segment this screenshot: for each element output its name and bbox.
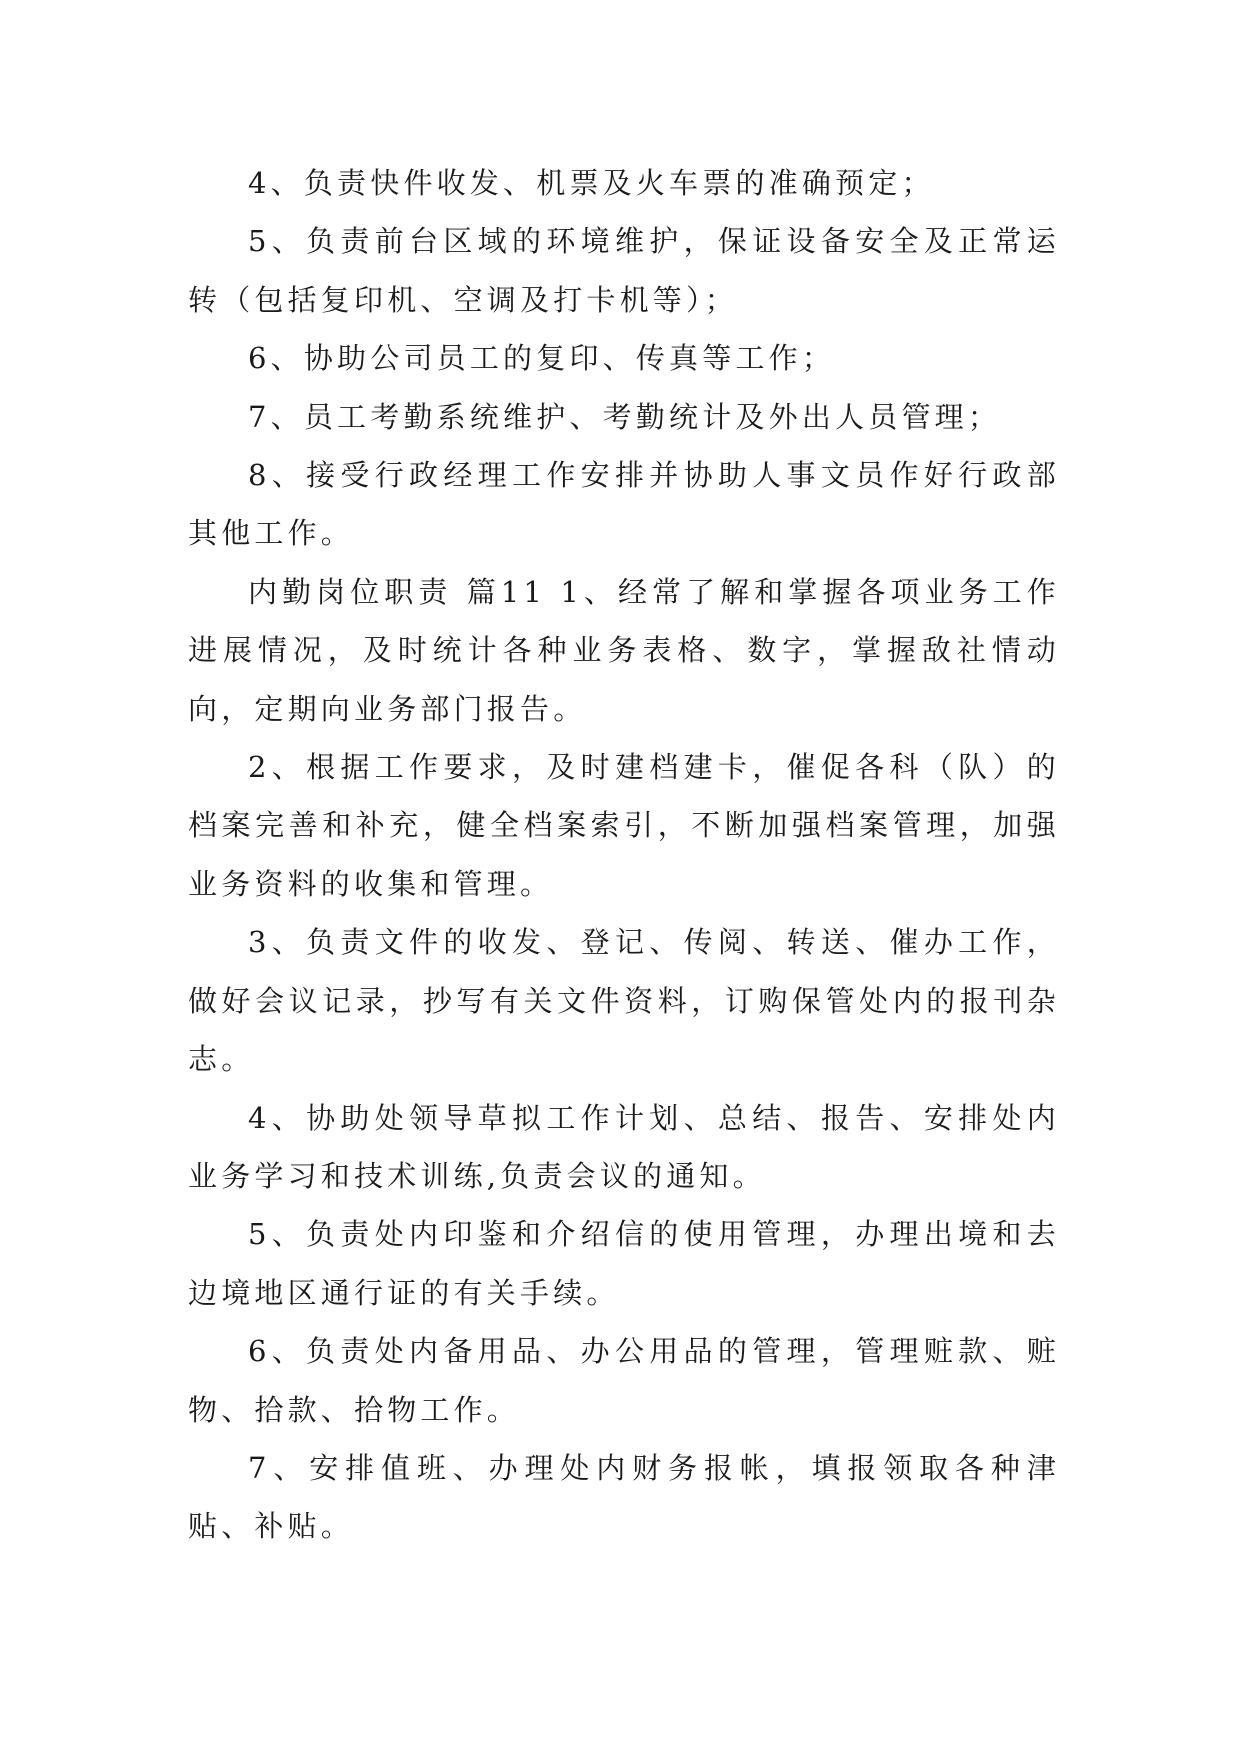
paragraph-front-desk-4: 4、负责快件收发、机票及火车票的准确预定； — [248, 166, 935, 200]
paragraph-section-11-item-6: 6、负责处内备用品、办公用品的管理，管理赃款、赃物、拾款、拾物工作。 — [188, 1334, 1060, 1427]
paragraph-front-desk-7: 7、员工考勤系统维护、考勤统计及外出人员管理； — [248, 399, 1002, 434]
paragraph-section-11-item-7: 7、安排值班、办理处内财务报帐，填报领取各种津贴、补贴。 — [188, 1450, 1060, 1544]
paragraph-section-11-item-4: 4、协助处领导草拟工作计划、总结、报告、安排处内业务学习和技术训练,负责会议的通知。 — [188, 1100, 1060, 1193]
document-body — [188, 154, 1060, 1556]
paragraph-front-desk-8: 8、接受行政经理工作安排并协助人事文员作好行政部其他工作。 — [188, 458, 1060, 551]
paragraph-section-11-item-5: 5、负责处内印鉴和介绍信的使用管理，办理出境和去边境地区通行证的有关手续。 — [188, 1217, 1060, 1310]
paragraph-front-desk-5: 5、负责前台区域的环境维护，保证设备安全及正常运转（包括复印机、空调及打卡机等）； — [188, 224, 1060, 317]
paragraph-front-desk-6: 6、协助公司员工的复印、传真等工作； — [248, 341, 836, 376]
paragraph-section-11-item-2: 2、根据工作要求，及时建档建卡，催促各科（队）的档案完善和补充，健全档案索引，不断加强档案管理，加强业务资料的收集和管理。 — [188, 750, 1060, 901]
paragraph-section-11-item-1: 内勤岗位职责 篇11 1、经常了解和掌握各项业务工作进展情况，及时统计各种业务表格、数字，掌握敌社情动向，定期向业务部门报告。 — [188, 574, 1060, 726]
paragraph-section-11-item-3: 3、负责文件的收发、登记、传阅、转送、催办工作，做好会议记录，抄写有关文件资料，订购保管处内的报刊杂志。 — [188, 925, 1060, 1077]
